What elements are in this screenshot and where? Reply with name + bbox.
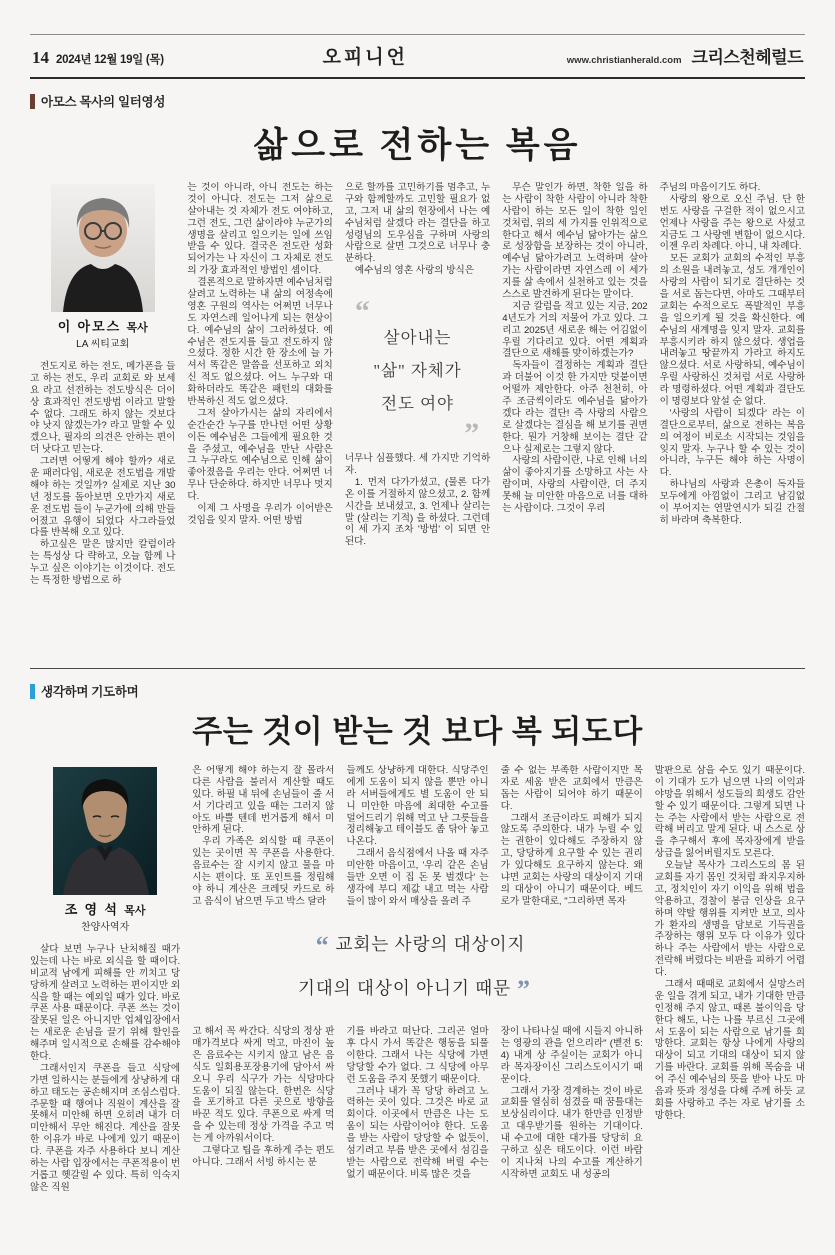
page-number: 14 (32, 48, 49, 67)
article1-author-block (34, 184, 171, 351)
section-bar-icon (30, 684, 35, 699)
author2-portrait-photo (53, 767, 157, 895)
author2-name: 조 영 석 목사 (64, 902, 146, 917)
paragraph: 는 것이 아니라, 아니 전도는 하는 것이 아니다. 전도는 그저 삶으로 살아내는 것 자체가 전도 여야하고, 그런 전도, 그런 삶이라야 누군가의 생명을 살리고 일으키는 일에 쓰임 받을 수 있다. 결국은 전도란 성화 되어가는 나 자신이 그 자체로 전도의 가장 효과적인 방법인 셈이다. (187, 182, 333, 277)
paragraph: 이제 그 사명을 우리가 이어받은 것임을 잊지 말자. 어떤 방법 (187, 503, 333, 526)
section-label-row-1 (30, 92, 805, 110)
paragraph: 1. 먼저 다가가셨고, (물론 다가온 이를 거절하지 않으셨고, 2. 함께 시간을 보내셨고, 3. 언제나 살리는 말 (살리는 기적) 을 하셨다. 그런데 이 세 가지 조차 '방법' 이 되면 안 된다. (344, 476, 491, 548)
paragraph: 하나님의 사랑과 은총이 독자들 모두에게 아낌없이 그리고 남김없이 부어지는 연말연시가 되길 간절히 바라며 축복한다. (659, 479, 805, 526)
paragraph: 줄 수 없는 부족한 사람이지만 목자로 세움 받은 교회에서 만큼은 돕는 사람이 되어야 하기 때문이다. (500, 765, 643, 812)
article2-col4-bottom (501, 1026, 643, 1181)
author1-title: 목사 (126, 322, 148, 334)
article1-col1 (30, 182, 175, 654)
section-bar-icon (30, 94, 35, 109)
website-url: www.christianherald.com (566, 55, 682, 66)
pull-quote-line: 전도 여야 (381, 394, 454, 414)
section-label-1: 아모스 목사의 일터영성 (41, 95, 166, 109)
article2-col3-top (346, 765, 488, 908)
article1-col2 (187, 182, 332, 654)
author2-affiliation: 찬양사역자 (80, 921, 130, 933)
paragraph: 고 해서 꼭 싸간다. 식당의 정상 판매가격보다 싸게 먹고, 마진이 높은 음료수는 시키지 않고 남은 음식도 일회용포장용기에 담아서 싸오니 우리 식구가 가는 식당마다 도움이 되질 않는다. 한번은 식당을 포기하고 다른 곳으로 방향을 바꾼 적도 있다. 쿠폰으로 싸게 먹을 수 있는데 정상 가격을 주고 먹는 게 아까워서이다. (192, 1026, 335, 1145)
paragraph: 무슨 말인가 하면, 착한 일을 하는 사람이 착한 사람이 아니라 착한 사람이 하는 모든 일이 착한 일인 것처럼, 위의 세 가지를 인위적으로 한다고 해서 예수님 닮아가는 삶으로 성장함을 보장하는 것이 아니라, 예수님 닮아가려고 노력하며 살아가는 사람이라면 자연스레 이 세가지를 삶 속에서 실천하고 있는 것을 스스로 발견하게 된다는 말이다. (502, 182, 648, 301)
article2-col2-bottom (192, 1026, 334, 1181)
article2-col5 (655, 765, 805, 1255)
page-section-name: 오피니언 (322, 47, 408, 68)
header-right (567, 43, 803, 68)
article1-body (30, 182, 805, 654)
close-quote-icon: ” (517, 974, 532, 1004)
paragraph: 모든 교회가 교회의 수적인 부흥의 소원을 내려놓고, 성도 개개인이 사랑의 사람이 되기로 결단하는 것을 서로 돕는다면, 아마도 그때부터 교회는 수적으로도 폭발적인 부흥을 일으키게 될 것을 확신한다. 예수님의 새계명을 잊지 말자. 교회를 부흥시키라 하지 않으셨다. 생업을 내려놓고 땅끝까지 가라고 하지도 않으셨다. 서로 사랑하되, 예수님이 우릴 사랑하신 것처럼 서로 사랑하라 명령하셨다. 어떤 계획과 결단도 이 명령보다 앞설 순 없다. (659, 253, 805, 408)
article2-col2-top (192, 765, 334, 908)
article1-col5 (660, 182, 805, 654)
article2-middle-bottom (192, 1026, 643, 1181)
pull-quote-line: 기대의 대상이 아니기 때문 (297, 977, 512, 998)
paragraph: 그래서 때때로 교회에서 실망스러운 일을 겪게 되고, 내가 기대한 만큼 인정해 주지 않고, 때론 불이익을 당한다 해도, 나는 나를 부르신 그곳에서 도움이 되는 사람으로 남기를 희망한다. 교회는 항상 나에게 사랑의 대상이 되고 기대의 대상이 되지 않기를 바란다. 교회를 위해 목숨을 내어 주신 예수님의 뜻을 받아 나도 마음과 뜻과 정성을 다해 주께 하듯 교회를 사랑하고 주는 자로 남기를 소망한다. (654, 979, 805, 1121)
author2-title: 목사 (124, 905, 146, 917)
paragraph: 그래서 음식점에서 나올 때 자주 미안한 마음이고, '우리 같은 손님들만 오면 이 집 돈 못 벌겠다' 는 생각에 부디 제값 내고 먹는 사람들이 많이 와서 매상을 올려 주 (346, 848, 489, 907)
paragraph: '사랑의 사람이 되겠다' 라는 이 결단으로부터, 삶으로 전하는 복음의 여정이 비로소 시작되는 것임을 잊지 말자. 누구나 할 수 있는 것이 아니라, 누구든 해야 하는 사명이다. (659, 407, 805, 479)
author1-name: 이 아모스 목사 (57, 319, 148, 334)
section-label-row-2 (30, 682, 805, 700)
paragraph: 은 어떻게 해야 하는지 잘 몰라서 다른 사람을 불러서 계산할 때도 있다. 하필 내 뒤에 손님들이 줄 서서 기다리고 있을 때는 그러지 않아도 바쁠 텐데 번거롭게 해서 미안하게 된다. (192, 765, 335, 836)
paragraph: 그래서 조금이라도 피해가 되지 않도록 주의한다. 내가 누릴 수 있는 권한이 있다해도 주장하지 않고, 당당하게 요구할 수 있는 권리가 있다해도 요구하지 않는다. 왜냐면 교회는 사랑의 대상이지 기대의 대상이 아니기 때문이다. 베드로가 말한대로, "그리하면 목자 (500, 812, 643, 907)
article2-middle-columns (192, 765, 643, 1255)
article2-middle-top (192, 765, 643, 908)
article1-col4 (502, 182, 647, 654)
article2-col1 (30, 765, 180, 1255)
article1-col3 (345, 182, 490, 654)
article2-body (30, 765, 805, 1255)
paragraph: 기를 바라고 떠난다. 그리곤 얼마 후 다시 가서 똑같은 행동을 되풀이한다. 그래서 나는 식당에 가면 당당할 수가 없다. 그 식당에 아무런 도움을 주지 못했기 때문이다. (346, 1026, 489, 1085)
paragraph: 너무나 심플했다. 세 가지만 기억하자. (344, 453, 491, 477)
article1-pull-quote (345, 277, 490, 453)
article1-headline: 삶으로 전하는 복음 (253, 126, 582, 165)
paragraph: 살다 보면 누구나 난처해질 때가 있는데 나는 바로 외식을 할 때이다. 비교적 남에게 피해를 안 끼치고 당당하게 살려고 노력하는 편이지만 외식을 할 때는 예외일 때가 있다. 바로 쿠폰 사용 때문이다. 쿠폰 쓰는 것이 잘못된 일은 아니지만 업체입장에서는 새로운 손님을 끌기 위해 할인을 해주며 일시적으로 손해를 감수해야 한다. (30, 944, 181, 1063)
paragraph: 그저 살아가시는 삶의 자리에서 순간순간 누구를 만나던 어떤 상황이든 예수님은 그들에게 필요한 것을 주셨고, 예수님을 만난 사람은 그 누구라도 예수님으로 인해 삶이 좋아졌음을 우리는 안다. 어쩌면 너무나 단순하다. 하지만 너무나 멋지다. (187, 407, 333, 503)
paragraph: 결론적으로 말하자면 예수님처럼 살려고 노력하는 내 삶의 여정속에 영혼 구원의 역사는 어쩌면 너무나도 자연스레 일어나게 되는 현상이다. 예수님의 삶이 그러하셨다. 예수님은 전도지를 들고 전도하지 않으셨다. 정한 시간 한 장소에 늘 가셔서 똑같은 말씀을 선포하고 외치신 적도 없으셨다. 어느 누구와 대화하더라도 똑같은 패턴의 대화를 반복하신 적도 없으셨다. (187, 277, 333, 408)
paragraph: 전도지로 하는 전도, 메가폰을 들고 하는 전도, 우리 교회로 와 보세요 라고 선전하는 전도방식은 더이상 효과적인 전도방법 이라고 말할수 없다. 그래도 하지 않는 것보다야 낫지 않겠는가? 라고 말할 수 있겠으나, 필자의 의견은 안하는 편이 더 낫다고 믿는다. (30, 361, 176, 456)
page-header (30, 34, 805, 79)
paragraph: 그래서인지 쿠폰을 들고 식당에 가면 일하시는 분들에게 상냥하게 대하고 태도는 공손해지며 조심스럽다. 주문할 때 행여나 직원이 계산을 잘못해서 미안해 하면 오히려 내가 더 미안해서 무안 해진다. 계산을 잘못한 이유가 바로 나에게 있기 때문이다. 쿠폰을 자주 사용하다 보니 계산하는 사람 입장에서는 쿠폰적용이 번거롭고 헷갈릴 수 있다. 특히 익숙지 않은 직원 (30, 1062, 181, 1193)
pull-quote-line: "삶" 자체가 (373, 361, 462, 381)
pull-quote-line: 살아내는 (383, 328, 452, 348)
paragraph: 우리 가족은 외식할 때 쿠폰이 있는 곳이면 꼭 쿠폰을 사용한다. 음료수는 잘 시키지 않고 물을 마시는 편이다. 또 포인트를 정립해야 하니 계산은 크레딧 카드로 하고 음식이 남으면 두고 박스 달라 (192, 836, 335, 907)
author1-affiliation: LA 씨티교회 (76, 338, 130, 350)
article-divider-rule (30, 668, 805, 669)
paragraph: 그렇다고 팁을 후하게 주는 편도 아니다. 그래서 서빙 하시는 분 (192, 1144, 335, 1168)
masthead-logo: 크리스천헤럴드 (691, 48, 803, 67)
paragraph: 장이 나타나실 때에 시들지 아니하는 영광의 관을 얻으리라" (벧전 5:4) 내게 상 주실이는 교회가 아니라 목자장이신 그리스도이시기 때문이다. (500, 1026, 643, 1085)
pull-quote-line: 교회는 사랑의 대상이지 (335, 933, 526, 954)
open-quote-icon: “ (315, 930, 330, 960)
paragraph: 하고싶은 말은 많지만 칼럼이라는 특성상 다 략하고, 오늘 함께 나누고 싶은 이야기는 이것이다. 전도는 특정한 방법으로 하 (30, 539, 176, 587)
author1-portrait-photo (51, 184, 155, 312)
paragraph: 들께도 상냥하게 대한다. 식당주인에게 도움이 되지 않을 뿐만 아니라 서버들에게도 별 도움이 안 되니 미안한 마음에 최대한 수고를 덜어드리기 위해 먹고 난 그릇들을 정리해놓고 테이블도 좀 닦아 놓고 나온다. (346, 765, 489, 848)
paragraph: 발판으로 삼을 수도 있기 때문이다. 이 기대가 도가 넘으면 나의 이익과 야망을 위해서 성도들의 희생도 감안할 수 있기 때문이다. 그렇게 되면 나는 주는 사람에서 받는 사람으로 전락해 버리고 말게 된다. 내 스스로 상을 추구해서 후에 목자장에게 받을 상급을 잃어버릴지도 모른다. (654, 765, 805, 860)
close-quote-icon: ” (464, 417, 481, 451)
open-quote-icon: “ (354, 295, 371, 329)
paragraph: 그러면 어떻게 해야 할까? 새로운 패러다임, 새로운 전도법을 개발해야 하는 것일까? 실제로 지난 30년 정도를 돌아보면 오만가지 새로운 전도법 들이 누군가에 의해 만들어졌고 유행이 되었다 사그라들었다를 반복해 오고 있다. (30, 456, 176, 539)
paragraph: 사랑의 왕으로 오신 주님. 단 한 번도 사랑을 구걸한 적이 없으시고 언제나 사랑을 주는 왕으로 사셨고 지금도 그 사랑엔 변함이 없으시다. 이젠 우리 차례다. 아니, 내 차례다. (659, 193, 805, 253)
paragraph: 그래서 가장 경계하는 것이 바로 교회를 열심히 섬겼을 때 꿈틀대는 보상심리이다. 내가 한만큼 인정받고 대우받기를 원하는 기대이다. 내 수고에 대한 대가를 당당히 요구하고 싶은 태도이다. 이런 바람이 지나쳐 나의 수고를 계산하기 시작하면 교회도 내 성공의 (500, 1085, 643, 1180)
article2-headline: 주는 것이 받는 것 보다 복 되도다 (192, 714, 643, 749)
paragraph: 독자들이 결정하는 계획과 결단과 더불어 이것 한 가지만 덧붙이면 어떨까 제안한다. 아주 천천히, 아주 조금씩이라도 예수님을 닮아가겠다 라는 결단! 즉 사랑의 사람으로 살겠다는 결심을 해 보기를 권면한다. 뭔가 거창해 보이는 결단 같으나 실제로는 그렇지 않다. (502, 360, 648, 455)
article2-pull-quote (192, 908, 643, 1026)
article2-col4-top (501, 765, 643, 908)
article2-col3-bottom (346, 1026, 488, 1181)
article2-author-block (34, 767, 176, 934)
paragraph: 예수님의 영혼 사랑의 방식은 (354, 265, 475, 277)
section-label-2: 생각하며 기도하며 (41, 685, 139, 699)
paragraph: 주님의 마음이기도 하다. (659, 182, 761, 193)
paragraph: 으로 할까를 고민하기를 멈추고, 누구와 함께할까도 고민할 필요가 없고, 그저 내 삶의 현장에서 나는 예수님처럼 살겠다 라는 결단을 하고 성령님의 도우심을 구하며 사랑의 사람으로 살면 그것으로 너무나 충분하다. (344, 182, 491, 265)
issue-date: 2024년 12월 19일 (목) (56, 54, 164, 66)
paragraph: 오늘날 목사가 그리스도의 몸 된 교회를 자기 몸인 것처럼 좌지우지하고, 정치인이 자기 이익을 위해 법을 악용하고, 경찰이 봉급 인상을 요구하며 약탈 행위를 지켜만 보고, 의사가 환자의 생명을 담보로 기득권을 주장하는 행위 모두 다 이유가 있다하나 주는 사람에서 받는 사람으로 전락해 버렸다는 비판을 피하기 어렵다. (654, 860, 805, 979)
header-left (32, 48, 164, 68)
paragraph: 사랑의 사람이란, 나로 인해 너의 삶이 좋아지기를 소망하고 사는 사람이며, 사랑의 사람이란, 더 주지 못해 늘 미안한 마음으로 너를 대하는 사람이다. 그것이 우리 (502, 455, 648, 515)
paragraph: 그러나 내가 꼭 당당 하려고 노력하는 곳이 있다. 그것은 바로 교회이다. 이곳에서 만큼은 나는 도움이 되는 사람이어야 한다. 도움을 받는 사람이 당당할 수 없듯이, 섬기려고 부름 받은 곳에서 섬김을 받는 사람으로 전락해 버릴 수는 없기 때문이다. 비록 많은 것을 (346, 1085, 489, 1180)
paragraph: 지금 칼럼을 적고 있는 지금, 2024년도가 거의 저물어 가고 있다. 그리고 2025년 새로운 해는 어김없이 우릴 기다리고 있다. 어떤 계획과 결단으로 새해를 맞이하겠는가? (502, 300, 648, 360)
